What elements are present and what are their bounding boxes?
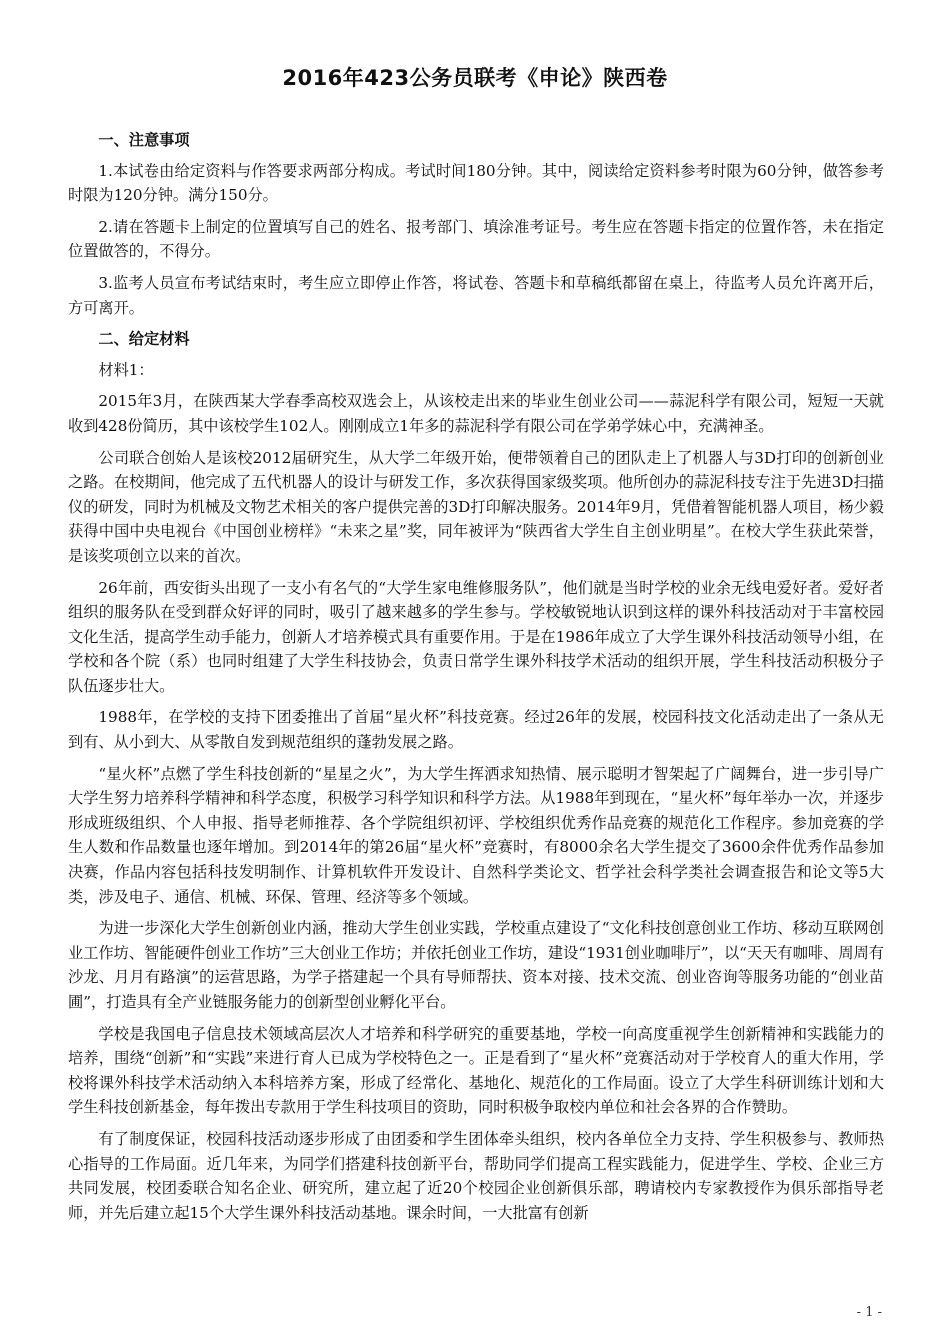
paragraph: 为进一步深化大学生创新创业内涵，推动大学生创业实践，学校重点建设了“文化科技创意创业工作坊、移动互联网创业工作坊、智能硬件创业工作坊”三大创业工作坊；并依托创业工作坊，建设“1931创业咖啡厅”，以“天天有咖啡、周周有沙龙、月月有路演”的运营思路，为学子搭建起一个具有导师帮扶、资本对接、技术交流、创业咨询等服务功能的“创业苗圃”，打造具有全产业链服务能力的创新型创业孵化平台。 [68, 919, 884, 1011]
paragraph: 公司联合创始人是该校2012届研究生，从大学二年级开始，便带领着自己的团队走上了机器人与3D打印的创新创业之路。在校期间，他完成了五代机器人的设计与研发工作，多次获得国家级奖项。他所创办的蒜泥科技专注于先进3D扫描仪的研发，同时为机械及文物艺术相关的客户提供完善的3D打印解决服务。2014年9月，凭借着智能机器人项目，杨少毅获得中国中央电视台《中国创业榜样》“未来之星”奖，同年被评为“陕西省大学生自主创业明星”。在校大学生获此荣誉，是该奖项创立以来的首次。 [68, 448, 884, 565]
section-heading-notes: 一、注意事项 [98, 131, 190, 149]
paragraph: 2.请在答题卡上制定的位置填写自己的姓名、报考部门、填涂准考证号。考生应在答题卡指定的位置作答，未在指定位置做答的，不得分。 [68, 217, 884, 261]
document-title: 2016年423公务员联考《申论》陕西卷 [282, 66, 668, 90]
document-body [68, 128, 884, 1232]
paragraph: 3.监考人员宣布考试结束时，考生应立即停止作答，将试卷、答题卡和草稿纸都留在桌上，待监考人员允许离开后，方可离开。 [68, 273, 884, 317]
section-heading-materials: 二、给定材料 [98, 330, 190, 349]
paragraph: 有了制度保证，校园科技活动逐步形成了由团委和学生团体牵头组织，校内各单位全力支持、学生积极参与、教师热心指导的工作局面。近几年来，为同学们搭建科技创新平台，帮助同学们提高工程实践能力，促进学生、学校、企业三方共同发展，校团委联合知名企业、研究所，建立起了近20个校园企业创新俱乐部，聘请校内专家教授作为俱乐部指导老师，并先后建立起15个大学生课外科技活动基地。课余时间，一大批富有创新 [68, 1129, 884, 1222]
paragraph: 2015年3月，在陕西某大学春季高校双选会上，从该校走出来的毕业生创业公司——蒜泥科学有限公司，短短一天就收到428份简历，其中该校学生102人。刚刚成立1年多的蒜泥科学有限公司在学弟学妹心中，充满神圣。 [68, 392, 884, 435]
paragraph: 学校是我国电子信息技术领域高层次人才培养和科学研究的重要基地，学校一向高度重视学生创新精神和实践能力的培养，围绕“创新”和“实践”来进行育人已成为学校特色之一。正是看到了“星火杯”竞赛活动对于学校育人的重大作用，学校将课外科技学术活动纳入本科培养方案，形成了经常化、基地化、规范化的工作局面。设立了大学生科研训练计划和大学生科技创新基金，每年拨出专款用于学生科技项目的资助，同时积极争取校内单位和社会各界的合作赞助。 [68, 1024, 884, 1117]
paragraph: 26年前，西安街头出现了一支小有名气的“大学生家电维修服务队”，他们就是当时学校的业余无线电爱好者。爱好者组织的服务队在受到群众好评的同时，吸引了越来越多的学生参与。学校敏锐地认识到这样的课外科技活动对于丰富校园文化生活，提高学生动手能力，创新人才培养模式具有重要作用。于是在1986年成立了大学生课外科技活动领导小组，在学校和各个院（系）也同时组建了大学生科技协会，负责日常学生课外科技学术活动的组织开展，学生科技活动积极分子队伍逐步壮大。 [68, 578, 884, 695]
paragraph: “星火杯”点燃了学生科技创新的“星星之火”，为大学生挥洒求知热情、展示聪明才智架起了广阔舞台，进一步引导广大学生努力培养科学精神和科学态度，积极学习科学知识和科学方法。从1988年到现在，“星火杯”每年举办一次，并逐步形成班级组织、个人申报、指导老师推荐、各个学院组织初评、学校组织优秀作品竞赛的规范化工作程序。参加竞赛的学生人数和作品数量也逐年增加。到2014年的第26届“星火杯”竞赛时，有8000余名大学生提交了3600余件优秀作品参加决赛，作品内容包括科技发明制作、计算机软件开发设计、自然科学类论文、哲学社会科学类社会调查报告和论文等5大类，涉及电子、通信、机械、环保、管理、经济等多个领域。 [68, 764, 884, 906]
paragraph: 1988年，在学校的支持下团委推出了首届“星火杯”科技竞赛。经过26年的发展，校园科技文化活动走出了一条从无到有、从小到大、从零散自发到规范组织的蓬勃发展之路。 [68, 708, 884, 752]
paragraph: 1.本试卷由给定资料与作答要求两部分构成。考试时间180分钟。其中，阅读给定资料参考时限为60分钟，做答参考时限为120分钟。满分150分。 [68, 161, 884, 205]
page-number: - 1 - [856, 1305, 882, 1320]
paragraph: 材料1： [98, 360, 154, 379]
